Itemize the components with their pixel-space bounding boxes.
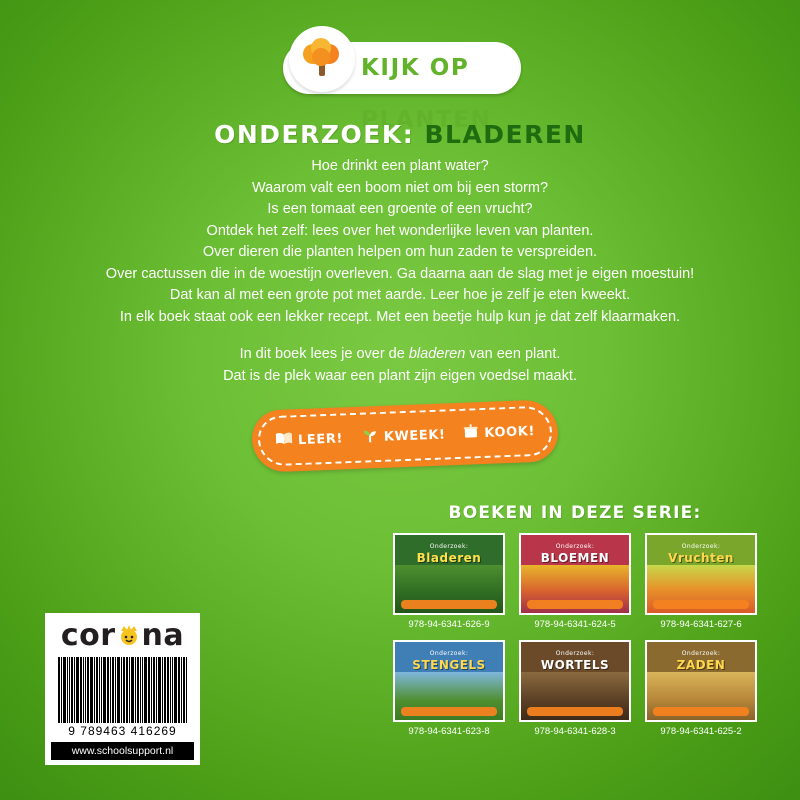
series-section-heading: BOEKEN IN DEZE SERIE:	[448, 503, 702, 523]
book-cover-bloemen[interactable]	[519, 533, 631, 615]
blurb-line: Dat kan al met een grote pot met aarde. Leer hoe je zelf je eten kweekt.	[169, 287, 631, 303]
ribbon-item-label: KWEEK!	[383, 426, 446, 445]
blurb-line: Hoe drinkt een plant water?	[311, 158, 489, 174]
book-title: ZADEN	[676, 658, 726, 672]
series-title: KIJK OP PLANTEN	[361, 55, 492, 133]
book-kicker: Onderzoek:	[681, 543, 721, 550]
series-book-item[interactable]	[519, 533, 631, 630]
book-strip	[527, 600, 623, 609]
series-book-item[interactable]	[519, 640, 631, 737]
activity-ribbon	[252, 405, 558, 467]
blurb-closing-suffix: van een plant.	[465, 346, 561, 362]
ribbon-item-kook	[463, 421, 535, 444]
book-strip	[401, 600, 497, 609]
publisher-url[interactable]: www.schoolsupport.nl	[51, 742, 194, 760]
seedling-icon	[360, 427, 379, 448]
blurb-line: Ontdek het zelf: lees over het wonderlijke leven van planten.	[206, 222, 594, 239]
book-cover-bladeren[interactable]	[393, 533, 505, 615]
blurb-line: Over cactussen die in de woestijn overleven. Ga daarna aan de slag met je eigen moestuin!	[105, 265, 695, 282]
book-cover-vruchten[interactable]	[645, 533, 757, 615]
blurb-line: Over dieren die planten helpen om hun zaden te verspreiden.	[202, 244, 598, 260]
book-isbn: 978-94-6341-624-5	[534, 619, 616, 630]
tree-icon-svg	[297, 34, 347, 84]
book-cover-zaden[interactable]	[645, 640, 757, 722]
publisher-name-right: na	[141, 618, 185, 653]
book-title: Bladeren	[416, 551, 482, 565]
book-kicker: Onderzoek:	[429, 650, 469, 657]
book-isbn: 978-94-6341-623-8	[408, 726, 490, 737]
book-isbn: 978-94-6341-628-3	[534, 726, 616, 737]
book-kicker: Onderzoek:	[555, 543, 595, 550]
blurb-text	[0, 156, 800, 387]
ribbon-item-label: LEER!	[297, 430, 344, 448]
ribbon-item-label: KOOK!	[484, 423, 536, 441]
blurb-line: Dat is de plek waar een plant zijn eigen voedsel maakt.	[223, 367, 577, 384]
tree-icon	[289, 26, 355, 92]
blurb-closing-prefix: In dit boek lees je over de	[239, 346, 409, 362]
book-isbn: 978-94-6341-626-9	[408, 619, 490, 630]
blurb-line: Waarom valt een boom niet om bij een storm?	[251, 179, 549, 196]
book-strip	[653, 707, 749, 716]
page-title-subject: BLADEREN	[424, 120, 586, 149]
series-book-item[interactable]	[393, 640, 505, 737]
book-title: BLOEMEN	[540, 551, 610, 565]
page-title	[0, 120, 800, 149]
publisher-name-left: cor	[60, 618, 116, 653]
open-book-icon	[275, 431, 294, 450]
ribbon-item-list	[251, 399, 559, 473]
book-strip	[527, 707, 623, 716]
book-isbn: 978-94-6341-625-2	[660, 726, 742, 737]
blurb-closing-emphasis: bladeren	[408, 346, 466, 362]
book-title: Vruchten	[668, 551, 734, 565]
series-logo-badge	[283, 42, 521, 133]
ribbon-item-leer	[275, 429, 344, 450]
book-kicker: Onderzoek:	[681, 650, 721, 657]
barcode	[51, 657, 194, 723]
sun-crown-icon	[116, 622, 142, 648]
book-strip	[401, 707, 497, 716]
book-title: WORTELS	[540, 658, 610, 672]
cooking-pot-icon	[463, 423, 480, 444]
book-kicker: Onderzoek:	[429, 543, 469, 550]
book-title: STENGELS	[412, 658, 486, 672]
ribbon-item-kweek	[360, 424, 445, 447]
book-cover-wortels[interactable]	[519, 640, 631, 722]
publisher-barcode-block	[45, 613, 200, 765]
blurb-line: Is een tomaat een groente of een vrucht?	[267, 201, 533, 217]
series-book-item[interactable]	[645, 533, 757, 630]
series-books-grid	[393, 533, 757, 737]
barcode-isbn-number: 9 789463 416269	[68, 724, 177, 738]
book-isbn: 978-94-6341-627-6	[660, 619, 742, 630]
publisher-logo	[51, 619, 194, 653]
book-kicker: Onderzoek:	[555, 650, 595, 657]
blurb-closing-line	[0, 344, 800, 366]
page-title-prefix: ONDERZOEK:	[214, 120, 415, 149]
blurb-line: In elk boek staat ook een lekker recept. Met een beetje hulp kun je dat zelf klaarmaken.	[119, 308, 681, 325]
blurb-spacer	[0, 328, 800, 344]
book-strip	[653, 600, 749, 609]
series-book-item[interactable]	[645, 640, 757, 737]
book-cover-stengels[interactable]	[393, 640, 505, 722]
series-book-item[interactable]	[393, 533, 505, 630]
